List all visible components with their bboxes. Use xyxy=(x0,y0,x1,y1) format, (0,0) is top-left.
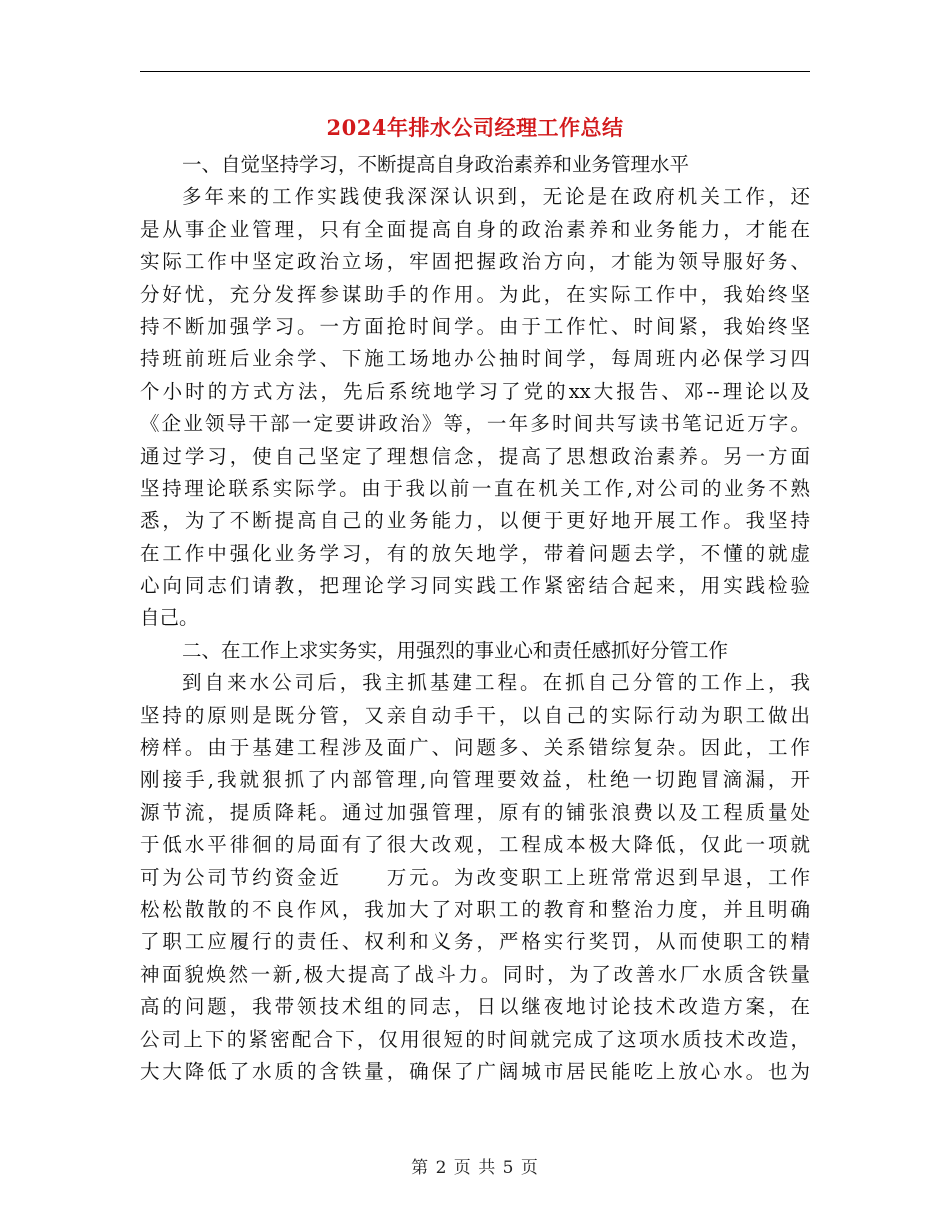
paragraph-line: 分好忧，充分发挥参谋助手的作用。为此，在实际工作中，我始终坚 xyxy=(140,282,810,306)
paragraph-line: 了职工应履行的责任、权利和义务，严格实行奖罚，从而使职工的精 xyxy=(140,930,810,954)
document-title: 2024年排水公司经理工作总结 xyxy=(326,115,624,140)
paragraph-line: 刚接手,我就狠抓了内部管理,向管理要效益，杜绝一切跑冒滴漏，开 xyxy=(140,768,810,792)
paragraph-line: 神面貌焕然一新,极大提高了战斗力。同时，为了改善水厂水质含铁量 xyxy=(140,962,810,986)
paragraph-line: 到自来水公司后，我主抓基建工程。在抓自己分管的工作上，我 xyxy=(182,671,810,695)
paragraph-line: 于低水平徘徊的局面有了很大改观，工程成本极大降低，仅此一项就 xyxy=(140,833,810,857)
paragraph-line: 心向同志们请教，把理论学习同实践工作紧密结合起来，用实践检验 xyxy=(140,574,810,598)
paragraph-line: 自己。 xyxy=(140,606,199,630)
paragraph-line: 大大降低了水质的含铁量，确保了广阔城市居民能吃上放心水。也为 xyxy=(140,1059,810,1083)
paragraph-line: 公司上下的紧密配合下，仅用很短的时间就完成了这项水质技术改造， xyxy=(140,1027,810,1051)
paragraph-line: 多年来的工作实践使我深深认识到，无论是在政府机关工作，还 xyxy=(182,185,810,209)
paragraph-line: 持班前班后业余学、下施工场地办公抽时间学，每周班内必保学习四 xyxy=(140,347,810,371)
page-footer: 第 2 页 共 5 页 xyxy=(411,1158,539,1178)
header-rule xyxy=(140,71,810,72)
paragraph-line: 高的问题，我带领技术组的同志，日以继夜地讨论技术改造方案，在 xyxy=(140,995,810,1019)
paragraph-line: 松松散散的不良作风，我加大了对职工的教育和整治力度，并且明确 xyxy=(140,897,810,921)
paragraph-line: 悉，为了不断提高自己的业务能力，以便于更好地开展工作。我坚持 xyxy=(140,509,810,533)
section-heading-2: 二、在工作上求实务实，用强烈的事业心和责任感抓好分管工作 xyxy=(182,638,729,662)
paragraph-line: 个小时的方式方法，先后系统地学习了党的xx大报告、邓--理论以及 xyxy=(140,379,810,403)
paragraph-line: 通过学习，使自己坚定了理想信念，提高了思想政治素养。另一方面 xyxy=(140,444,810,468)
paragraph-line: 坚持的原则是既分管，又亲自动手干，以自己的实际行动为职工做出 xyxy=(140,703,810,727)
paragraph-line: 是从事企业管理，只有全面提高自身的政治素养和业务能力，才能在 xyxy=(140,217,810,241)
paragraph-line: 榜样。由于基建工程涉及面广、问题多、关系错综复杂。因此，工作 xyxy=(140,736,810,760)
document-body xyxy=(140,149,810,1088)
paragraph-line: 实际工作中坚定政治立场，牢固把握政治方向，才能为领导服好务、 xyxy=(140,250,810,274)
paragraph-line: 持不断加强学习。一方面抢时间学。由于工作忙、时间紧，我始终坚 xyxy=(140,314,810,338)
paragraph-line: 源节流，提质降耗。通过加强管理，原有的铺张浪费以及工程质量处 xyxy=(140,800,810,824)
paragraph-line: 坚持理论联系实际学。由于我以前一直在机关工作,对公司的业务不熟 xyxy=(140,476,810,500)
paragraph-line: 可为公司节约资金近 万元。为改变职工上班常常迟到早退，工作 xyxy=(140,865,810,889)
section-heading-1: 一、自觉坚持学习，不断提高自身政治素养和业务管理水平 xyxy=(182,153,690,176)
paragraph-line: 《企业领导干部一定要讲政治》等，一年多时间共写读书笔记近万字。 xyxy=(140,412,810,436)
paragraph-line: 在工作中强化业务学习，有的放矢地学，带着问题去学，不懂的就虚 xyxy=(140,541,810,565)
